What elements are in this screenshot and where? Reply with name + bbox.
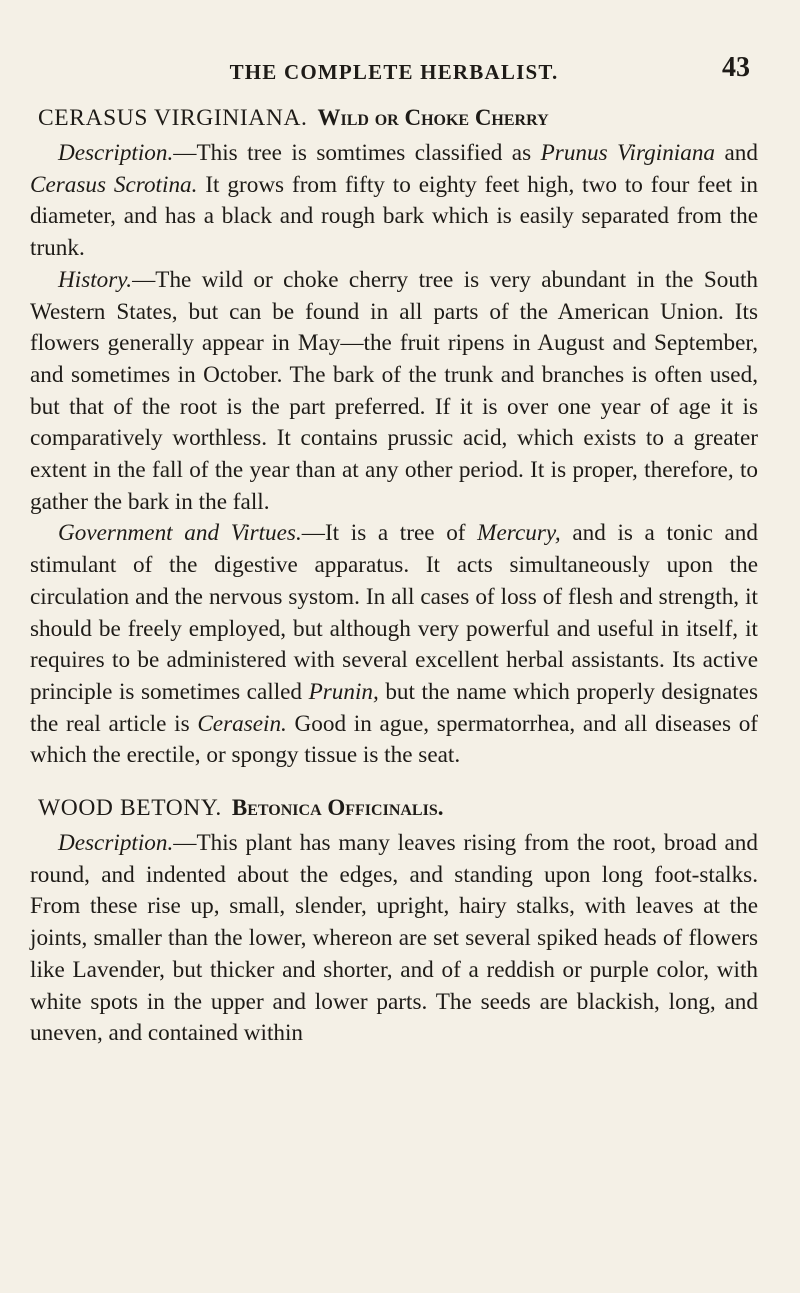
body-text: and xyxy=(715,140,758,166)
body-text: It grows from fifty to eighty feet high, two to four feet in diameter, and has a black and rough bark which is easily separated from the trunk. xyxy=(30,171,758,262)
running-head xyxy=(30,52,758,92)
description-paragraph xyxy=(30,828,758,1050)
section-label-history: History. xyxy=(58,266,133,293)
principle-name: Prunin, xyxy=(308,678,379,705)
entry-common-name: Wild or Choke Cherry xyxy=(317,105,549,130)
entry-heading-cerasus xyxy=(38,102,758,134)
body-text: —This tree is somtimes classified as xyxy=(173,140,541,166)
alt-name: Cerasus Scrotina. xyxy=(30,171,198,198)
page-number: 43 xyxy=(722,52,750,83)
entry-latin-name: WOOD BETONY. xyxy=(38,795,222,822)
principle-name: Cerasein. xyxy=(197,710,287,737)
body-text: and is a tonic and stimulant of the digestive apparatus. It acts simultaneously upon the circulation and the nervous systom. In all cases of loss of flesh and strength, it should be freely employed, but although very powerful and useful in itself, it requires to be administered with several excellent herbal assistants. Its active principle is sometimes called xyxy=(30,520,758,705)
history-paragraph xyxy=(30,265,758,519)
planet-name: Mercury, xyxy=(477,520,561,547)
body-text: —This plant has many leaves rising from the root, broad and round, and indented about the edges, and standing upon long foot-stalks. From these rise up, small, slender, upright, hairy stalks, with leaves at the joints, smaller than the lower, whereon are set several spiked heads of flowers like Lavender, but thicker and shorter, and of a reddish or purple color, with white spots in the upper and lower parts. The seeds are blackish, long, and uneven, and contained within xyxy=(30,830,758,1047)
body-text: —The wild or choke cherry tree is very abundant in the South Western States, but can be found in all parts of the American Union. Its flowers generally appear in May—the fruit ripens in August and September, and sometimes in October. The bark of the trunk and branches is often used, but that of the root is the part preferred. If it is over one year of age it is comparatively worthless. It contains prussic acid, which exists to a greater extent in the fall of the year than at any other period. It is proper, therefore, to gather the bark in the fall. xyxy=(30,266,758,515)
section-label-description: Description. xyxy=(58,140,174,166)
entry-common-name: Betonica Officinalis. xyxy=(231,795,444,821)
alt-name: Prunus Virginiana xyxy=(540,140,716,166)
section-label-description: Description. xyxy=(58,830,174,857)
entry-latin-name: CERASUS VIRGINIANA. xyxy=(38,105,308,131)
description-paragraph xyxy=(30,138,758,265)
body-text: —It is a tree of xyxy=(301,520,478,547)
government-paragraph xyxy=(30,518,758,772)
body-text: but the name which properly designates the real article is xyxy=(30,678,758,737)
entry-heading-wood-betony xyxy=(38,792,758,824)
running-title: THE COMPLETE HERBALIST. xyxy=(229,60,559,84)
body-text: Good in ague, spermatorrhea, and all diseases of which the erectile, or spongy tissue is the seat. xyxy=(30,710,759,769)
section-label-government: Government and Virtues. xyxy=(58,520,302,547)
